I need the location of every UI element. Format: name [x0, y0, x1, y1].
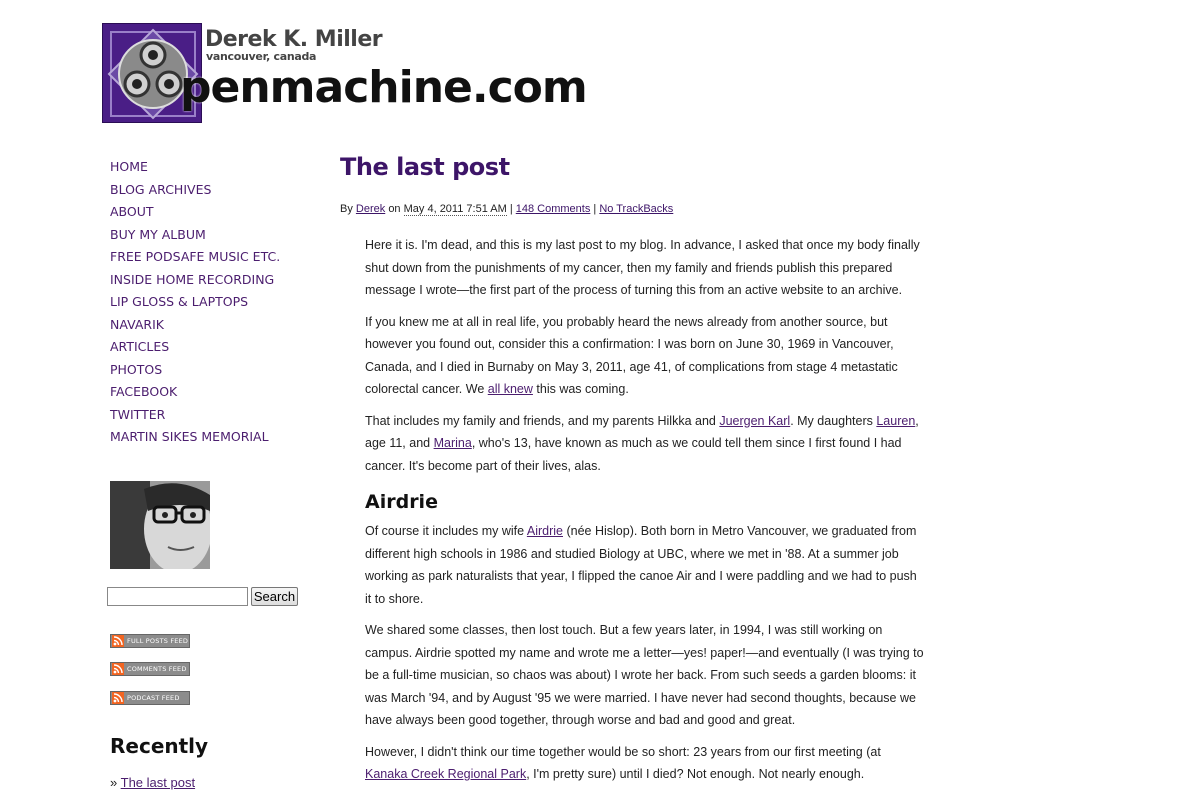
trackbacks-link[interactable]: No TrackBacks	[599, 203, 674, 215]
feed-label: COMMENTS FEED	[127, 665, 187, 673]
recent-post-link[interactable]: The last post	[120, 775, 196, 790]
rss-icon	[112, 692, 124, 704]
nav-item-buy-album[interactable]: BUY MY ALBUM	[110, 226, 206, 242]
text: That includes my family and friends, and my parents Hilkka and	[365, 413, 720, 428]
nav-item-about[interactable]: ABOUT	[110, 204, 154, 219]
site-title[interactable]: penmachine.com	[180, 62, 587, 113]
paragraph	[365, 741, 925, 786]
paragraph: We shared some classes, then lost touch. But a few years later, in 1994, I was still working on campus. Airdrie spotted my name and wrote me a letter—yes! paper!—and eventually (I was trying to be a full-time musician, so chaos was about) I wrote her back. From such seeds a garden blooms: it was March '94, and by August '95 we were married. I have never had second thoughts, because we have always been good together, through worse and bad and good and great.	[365, 623, 924, 727]
paragraph	[365, 311, 925, 401]
feed-label: PODCAST FEED	[127, 694, 180, 702]
sidebar-nav	[110, 157, 280, 450]
author-link[interactable]: Derek	[355, 203, 386, 215]
marina-link[interactable]: Marina	[433, 436, 472, 450]
search-input[interactable]	[107, 587, 248, 606]
paragraph	[365, 520, 925, 610]
airdrie-link[interactable]: Airdrie	[526, 524, 563, 538]
nav-item-twitter[interactable]: TWITTER	[110, 406, 166, 422]
nav-item-facebook[interactable]: FACEBOOK	[110, 384, 178, 399]
nav-item-home-recording[interactable]: INSIDE HOME RECORDING	[110, 271, 275, 287]
juergen-karl-link[interactable]: Juergen Karl	[719, 413, 791, 428]
text: , age 11, and	[365, 413, 919, 450]
recently-heading: Recently	[110, 734, 209, 758]
nav-item-lip-gloss[interactable]: LIP GLOSS & LAPTOPS	[110, 294, 249, 309]
nav-item-photos[interactable]: PHOTOS	[110, 361, 163, 377]
comments-feed-badge[interactable]	[110, 662, 190, 676]
search-button[interactable]: Search	[251, 587, 298, 606]
nav-item-blog-archives[interactable]: BLOG ARCHIVES	[110, 181, 212, 197]
paragraph	[365, 410, 925, 478]
byline-separator: |	[593, 203, 597, 215]
paragraph: Here it is. I'm dead, and this is my last post to my blog. In advance, I asked that once my body finally shut down from the punishments of my cancer, then my family and friends publish this prepared message I wrote—the first part of the process of turning this from an active website to an archive.	[365, 238, 920, 297]
rss-icon	[112, 663, 124, 675]
text: However, I didn't think our time together would be so short: 23 years from our first meeting (at	[365, 744, 881, 759]
text: , I'm pretty sure) until I died? Not enough. Not nearly enough.	[526, 767, 865, 781]
text: this was coming.	[532, 382, 629, 396]
text: If you knew me at all in real life, you probably heard the news already from another source, but however you found out, consider this a confirmation: I was born on June 30, 1969 in Vancouver, Canada, and I died in Burnaby on May 3, 2011, age 41, of complications from stage 4 metastatic colorectal cancer. We	[365, 314, 898, 396]
author-name: Derek K. Miller	[205, 27, 383, 52]
feed-label: FULL POSTS FEED	[127, 637, 189, 645]
post-date: May 4, 2011 7:51 AM	[403, 203, 507, 215]
list-item	[110, 775, 195, 790]
text: (née Hislop). Both born in Metro Vancouver, we graduated from different high schools in 1986 and studied Biology at UBC, where we met in '88. At a summer job working as park naturalists that year, I flipped the canoe Air and I were paddling and we had to push it to shore.	[365, 524, 917, 606]
podcast-feed-badge[interactable]	[110, 691, 190, 705]
full-posts-feed-badge[interactable]	[110, 634, 190, 648]
byline-on: on	[388, 203, 401, 215]
recent-posts-list	[110, 775, 195, 790]
byline-by: By	[340, 203, 353, 215]
byline-separator: |	[509, 203, 513, 215]
section-heading: Airdrie	[365, 491, 438, 513]
lauren-link[interactable]: Lauren	[876, 413, 916, 428]
post-body	[365, 234, 925, 795]
text: , who's 13, have known as much as we could tell them since I first found I had cancer. It's become part of their lives, alas.	[365, 436, 902, 473]
all-knew-link[interactable]: all knew	[487, 382, 533, 396]
nav-item-home[interactable]: HOME	[110, 159, 148, 174]
post-byline	[340, 203, 673, 215]
text: Of course it includes my wife	[365, 524, 527, 538]
nav-item-martin-sikes[interactable]: MARTIN SIKES MEMORIAL	[110, 429, 269, 444]
nav-item-articles[interactable]: ARTICLES	[110, 339, 170, 354]
nav-item-navarik[interactable]: NAVARIK	[110, 316, 164, 332]
author-location: vancouver, canada	[206, 50, 317, 63]
text: . My daughters	[790, 413, 877, 428]
kanaka-creek-link[interactable]: Kanaka Creek Regional Park	[365, 767, 527, 781]
comments-link[interactable]: 148 Comments	[515, 203, 591, 215]
post-title[interactable]: The last post	[340, 153, 510, 181]
rss-icon	[112, 635, 124, 647]
list-bullet: »	[110, 775, 118, 790]
nav-item-free-music[interactable]: FREE PODSAFE MUSIC ETC.	[110, 249, 281, 264]
author-photo	[110, 481, 210, 569]
